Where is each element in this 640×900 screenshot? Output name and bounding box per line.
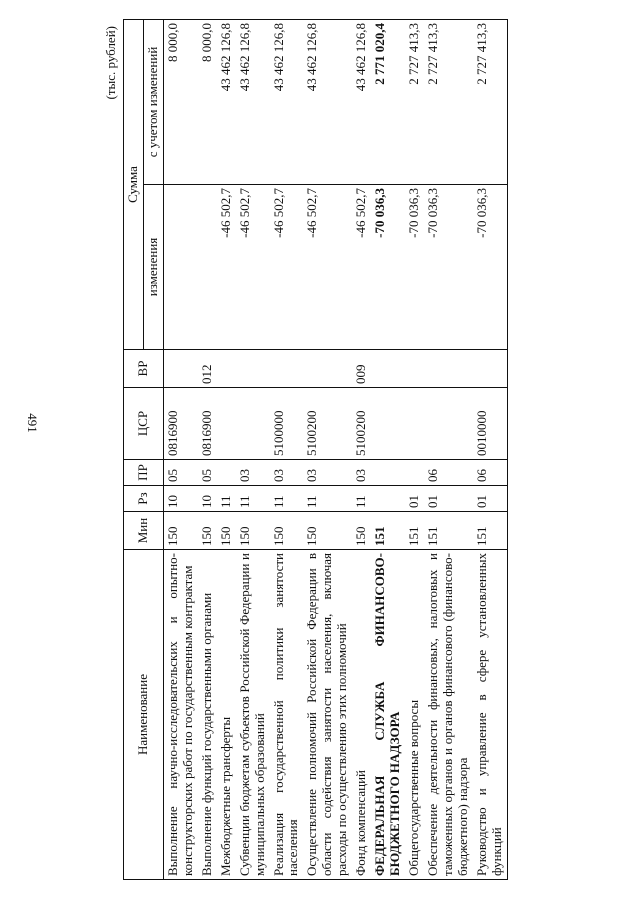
- row-min: 150: [352, 512, 371, 550]
- row-rz: 11: [217, 486, 236, 512]
- row-min: 151: [424, 512, 473, 550]
- page-number: 491: [25, 413, 40, 433]
- row-rz: 11: [236, 486, 270, 512]
- row-pr: 05: [198, 460, 217, 486]
- row-pr: 05: [163, 460, 197, 486]
- row-csr: [424, 388, 473, 460]
- header-with-changes: с учетом изменений: [143, 20, 163, 185]
- row-rz: 11: [352, 486, 371, 512]
- row-csr: [217, 388, 236, 460]
- row-vr: [424, 350, 473, 388]
- row-vr: 009: [352, 350, 371, 388]
- row-name: Фонд компенсаций: [352, 550, 371, 880]
- table-row: [198, 20, 217, 880]
- row-rz: 10: [163, 486, 197, 512]
- row-vr: [473, 350, 507, 388]
- row-change: -70 036,3: [424, 185, 473, 350]
- row-csr: [236, 388, 270, 460]
- header-rz: Рз: [124, 486, 164, 512]
- row-change: -70 036,3: [371, 185, 405, 350]
- row-change: -46 502,7: [270, 185, 304, 350]
- row-min: 151: [371, 512, 405, 550]
- row-name: Реализация государственной политики занятости населения: [270, 550, 304, 880]
- row-change: -46 502,7: [352, 185, 371, 350]
- table-row: [405, 20, 424, 880]
- row-min: 150: [163, 512, 197, 550]
- table-row: [352, 20, 371, 880]
- row-change: -46 502,7: [217, 185, 236, 350]
- row-csr: [371, 388, 405, 460]
- row-pr: 03: [236, 460, 270, 486]
- row-total: 2 771 020,4: [371, 20, 405, 185]
- header-changes: изменения: [143, 185, 163, 350]
- row-rz: 11: [303, 486, 352, 512]
- table-row: [236, 20, 270, 880]
- row-name: Субвенции бюджетам субъектов Российской Федерации и муниципальных образований: [236, 550, 270, 880]
- row-csr: 5100200: [352, 388, 371, 460]
- row-pr: 03: [303, 460, 352, 486]
- budget-table: [123, 19, 508, 880]
- row-name: Выполнение научно-исследовательских и опытно-конструкторских работ по государственным контрактам: [163, 550, 197, 880]
- row-csr: 0816900: [198, 388, 217, 460]
- row-csr: 0816900: [163, 388, 197, 460]
- row-total: 43 462 126,8: [217, 20, 236, 185]
- table-row: [424, 20, 473, 880]
- header-vr: ВР: [124, 350, 164, 388]
- row-min: 150: [217, 512, 236, 550]
- row-rz: 01: [473, 486, 507, 512]
- row-name: Общегосударственные вопросы: [405, 550, 424, 880]
- table-row: [163, 20, 197, 880]
- header-csr: ЦСР: [124, 388, 164, 460]
- row-rz: 01: [424, 486, 473, 512]
- row-name: Межбюджетные трансферты: [217, 550, 236, 880]
- row-vr: 012: [198, 350, 217, 388]
- row-min: 150: [270, 512, 304, 550]
- row-vr: [217, 350, 236, 388]
- header-name: Наименование: [124, 550, 164, 880]
- row-pr: [371, 460, 405, 486]
- units-label: (тыс. рублей): [103, 26, 118, 100]
- row-vr: [405, 350, 424, 388]
- row-min: 150: [198, 512, 217, 550]
- row-pr: 03: [352, 460, 371, 486]
- row-total: 2 727 413,3: [405, 20, 424, 185]
- row-change: -70 036,3: [473, 185, 507, 350]
- row-change: [198, 185, 217, 350]
- row-vr: [371, 350, 405, 388]
- table-row: [371, 20, 405, 880]
- row-min: 150: [236, 512, 270, 550]
- row-rz: 10: [198, 486, 217, 512]
- row-total: 43 462 126,8: [270, 20, 304, 185]
- table-row: [270, 20, 304, 880]
- row-pr: 06: [473, 460, 507, 486]
- row-name: Выполнение функций государственными органами: [198, 550, 217, 880]
- row-vr: [236, 350, 270, 388]
- row-pr: 03: [270, 460, 304, 486]
- row-total: 43 462 126,8: [303, 20, 352, 185]
- row-vr: [163, 350, 197, 388]
- row-vr: [303, 350, 352, 388]
- table-row: [473, 20, 507, 880]
- row-change: -46 502,7: [303, 185, 352, 350]
- row-min: 151: [405, 512, 424, 550]
- row-min: 151: [473, 512, 507, 550]
- row-total: 8 000,0: [163, 20, 197, 185]
- row-min: 150: [303, 512, 352, 550]
- row-pr: [405, 460, 424, 486]
- rotated-document: [103, 20, 623, 880]
- row-name: Осуществление полномочий Российской Федерации в области содействия занятости населения, включая расходы по осуществлению этих полномочий: [303, 550, 352, 880]
- row-change: -46 502,7: [236, 185, 270, 350]
- row-csr: [405, 388, 424, 460]
- header-pr: ПР: [124, 460, 164, 486]
- row-change: [163, 185, 197, 350]
- row-csr: 5100000: [270, 388, 304, 460]
- row-name: Обеспечение деятельности финансовых, налоговых и таможенных органов и органов финансового (финансово-бюджетного) надзора: [424, 550, 473, 880]
- table-body: [163, 20, 507, 880]
- row-rz: 11: [270, 486, 304, 512]
- row-name: Руководство и управление в сфере установленных функций: [473, 550, 507, 880]
- header-min: Мин: [124, 512, 164, 550]
- row-csr: 5100200: [303, 388, 352, 460]
- row-name: ФЕДЕРАЛЬНАЯ СЛУЖБА ФИНАНСОВО-БЮДЖЕТНОГО НАДЗОРА: [371, 550, 405, 880]
- table-row: [303, 20, 352, 880]
- table-row: [217, 20, 236, 880]
- row-pr: 06: [424, 460, 473, 486]
- row-csr: 0010000: [473, 388, 507, 460]
- row-rz: [371, 486, 405, 512]
- row-rz: 01: [405, 486, 424, 512]
- header-sum: Сумма: [124, 20, 144, 350]
- row-total: 8 000,0: [198, 20, 217, 185]
- row-total: 43 462 126,8: [236, 20, 270, 185]
- row-total: 43 462 126,8: [352, 20, 371, 185]
- row-vr: [270, 350, 304, 388]
- row-total: 2 727 413,3: [473, 20, 507, 185]
- row-pr: [217, 460, 236, 486]
- row-change: -70 036,3: [405, 185, 424, 350]
- row-total: 2 727 413,3: [424, 20, 473, 185]
- table-header: [124, 20, 164, 880]
